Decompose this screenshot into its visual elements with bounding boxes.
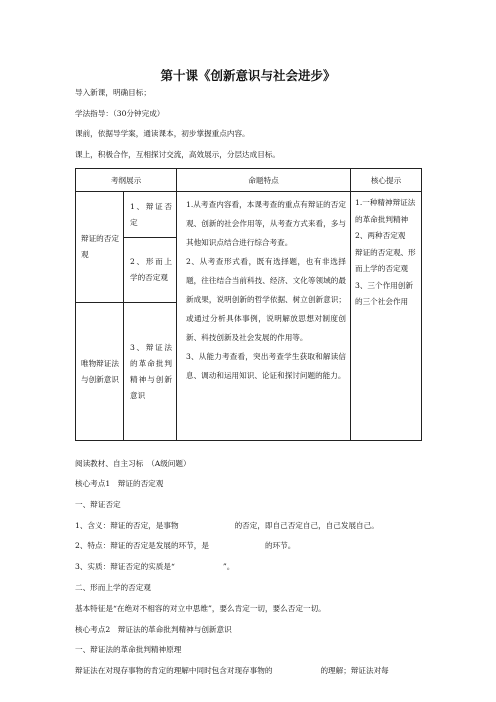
intro-line: 导入新课，明确目标；	[75, 88, 151, 97]
fill-blank-item	[75, 522, 379, 530]
item-text: 的环节。	[264, 541, 296, 550]
fill-blank-item	[75, 667, 389, 675]
feature-item: 1.从考查内容看，本课考查的重点有辩证的否定观、创新的社会作用等，从考查方式来看，多与其他知识点结合进行综合考查。	[186, 200, 346, 247]
section-heading: 二、形而上学的否定观	[75, 583, 151, 592]
group-label: 唯物辩证法与创新意识	[76, 303, 124, 441]
header-features: 命题特点	[177, 169, 351, 192]
fill-blank-item	[75, 542, 295, 550]
group-item: 1、辩证否定	[124, 192, 177, 238]
group-item: 3、辩证法的革命批判精神与创新意识	[124, 303, 177, 441]
item-text: 的否定，即自己否定自己，自己发展自己。	[234, 521, 379, 530]
core-point-heading: 核心考点2 辩证法的革命批判精神与创新意识	[75, 625, 232, 634]
reading-instruction: 阅读教材、自主习标 （A级问题）	[75, 459, 191, 468]
intro-line: 学法指导：（30分钟完成）	[75, 109, 165, 118]
paragraph: 基本特征是“在绝对不相容的对立中思维”，要么肯定一切，要么否定一切。	[75, 604, 326, 613]
tip-item: 1.一种精神辩证法的革命批判精神	[355, 198, 416, 224]
intro-line: 课前，依据导学案，通读课本，初步掌握重点内容。	[75, 129, 250, 138]
group-item: 2、形而上学的否定观	[124, 238, 177, 303]
page-title: 第十课《创新意识与社会进步》	[160, 68, 336, 83]
item-text: 的理解；辩证法对每	[320, 666, 389, 675]
item-text: 2、特点：辩证的否定是发展的环节，是	[75, 541, 209, 550]
tip-item: 3、三个作用创新的三个社会作用	[355, 280, 413, 306]
feature-item: 3、从能力考查看，突出考查学生获取和解读信息、调动和运用知识、论证和探讨问题的能力。	[186, 352, 346, 380]
item-text: 辩证法在对现存事物的肯定的理解中同时包含对现存事物的	[75, 666, 273, 675]
header-syllabus: 考纲展示	[76, 169, 177, 192]
item-text: 3、实质：辩证否定的实质是“	[75, 562, 175, 571]
section-heading: 一、辩证法的革命批判精神原理	[75, 645, 182, 654]
tip-item: 2、两种否定观 辩证的否定观、形而上学的否定观	[355, 231, 416, 273]
tips-cell	[351, 192, 422, 441]
group-label: 辩证的否定观	[76, 192, 124, 303]
core-point-heading: 核心考点1 辩证的否定观	[75, 479, 164, 488]
item-text: ”。	[222, 562, 235, 571]
feature-cell	[177, 192, 351, 441]
intro-line: 课上，积极合作，互相探讨交流，高效展示，分层达成目标。	[75, 150, 281, 159]
section-heading: 一、辩证否定	[75, 500, 121, 509]
fill-blank-item	[75, 563, 234, 571]
header-tips: 核心提示	[351, 169, 422, 192]
item-text: 1、含义：辩证的否定，是事物	[75, 521, 179, 530]
syllabus-table	[75, 168, 422, 441]
feature-item: 2、从考查形式看，既有选择题，也有非选择题，往往结合当前科技、经济、文化等领域的最新成果，说明创新的哲学依据、树立创新意识；或通过分析具体事例，说明解放思想对制度创新、科技创新及社会发展的作用等。	[186, 257, 346, 342]
